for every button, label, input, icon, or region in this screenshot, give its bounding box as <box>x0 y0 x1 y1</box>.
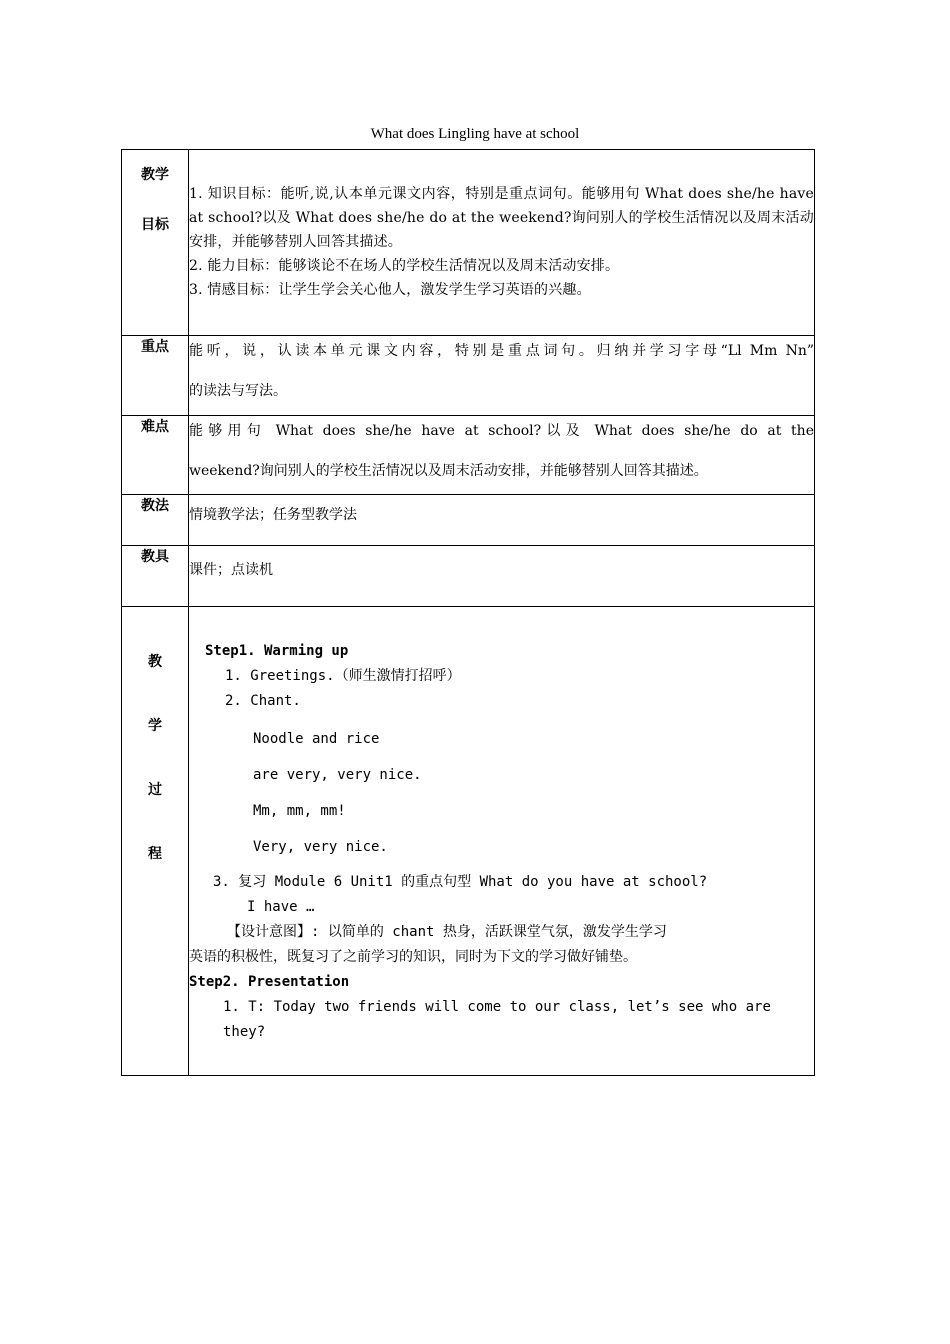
label-goal-part2: 目标 <box>141 217 169 233</box>
chant-line-4: Very, very nice. <box>253 839 388 855</box>
row-difficulties <box>122 416 815 495</box>
teaching-tools-text: 课件；点读机 <box>189 546 815 607</box>
design-intent-line-1: 【设计意图】: 以简单的 chant 热身，活跃课堂气氛，激发学生学习 <box>227 924 667 940</box>
chant-line-2: are very, very nice. <box>253 767 422 783</box>
goals-content <box>189 150 815 336</box>
teaching-method-text: 情境教学法；任务型教学法 <box>189 495 815 546</box>
label-teaching-method: 教法 <box>122 495 189 546</box>
step1-greetings: 1. Greetings.（师生激情打招呼） <box>225 668 461 684</box>
label-process-char-2: 学 <box>148 718 162 734</box>
step1-chant: 2. Chant. <box>225 693 301 709</box>
goal-knowledge: 1. 知识目标：能听,说,认本单元课文内容，特别是重点词句。能够用句 What does she/he have at school?以及 What does she/he do at the weekend?询问别人的学校生活情况以及周末活动安排，并能够替别人回答其描述。 <box>189 186 814 250</box>
step1-heading: Step1. Warming up <box>205 643 349 659</box>
document-title: What does Lingling have at school <box>370 126 580 142</box>
lesson-plan-table <box>121 149 815 1076</box>
difficulty-line-2: weekend?询问别人的学校生活情况以及周末活动安排，并能够替别人回答其描述。 <box>189 463 708 479</box>
label-process-char-4: 程 <box>148 846 162 862</box>
step1-review: 3. 复习 Module 6 Unit1 的重点句型 What do you have at school? <box>213 874 708 890</box>
label-teaching-tools: 教具 <box>122 546 189 607</box>
label-goal-part1: 教学 <box>141 167 169 183</box>
label-process-char-1: 教 <box>148 654 162 670</box>
goal-ability: 2. 能力目标：能够谈论不在场人的学校生活情况以及周末活动安排。 <box>189 258 620 274</box>
difficulty-line-1: 能够用句 What does she/he have at school?以及 What does she/he do at the <box>189 423 814 439</box>
key-points-content <box>189 336 815 416</box>
design-intent-line-2: 英语的积极性，既复习了之前学习的知识，同时为下文的学习做好铺垫。 <box>189 949 637 965</box>
label-process-char-3: 过 <box>148 782 162 798</box>
chant-line-3: Mm, mm, mm! <box>253 803 346 819</box>
label-key-points: 重点 <box>122 336 189 416</box>
key-line-1: 能听，说，认读本单元课文内容，特别是重点词句。归纳并学习字母“Ll Mm Nn” <box>189 343 814 359</box>
teaching-process-content <box>189 607 815 1076</box>
chant-line-1: Noodle and rice <box>253 731 380 747</box>
row-teaching-goals <box>122 150 815 336</box>
row-teaching-tools <box>122 546 815 607</box>
key-line-2: 的读法与写法。 <box>189 383 287 399</box>
step2-heading: Step2. Presentation <box>189 974 350 990</box>
step2-item-1: 1. T: Today two friends will come to our class, let’s see who are they? <box>223 999 771 1040</box>
row-teaching-process <box>122 607 815 1076</box>
row-key-points <box>122 336 815 416</box>
step1-review-answer: I have … <box>247 899 315 915</box>
goal-emotion: 3. 情感目标：让学生学会关心他人，激发学生学习英语的兴趣。 <box>189 282 591 298</box>
label-difficulties: 难点 <box>122 416 189 495</box>
difficulties-content <box>189 416 815 495</box>
label-teaching-process <box>122 607 189 1076</box>
label-teaching-goals <box>122 150 189 336</box>
row-teaching-method <box>122 495 815 546</box>
